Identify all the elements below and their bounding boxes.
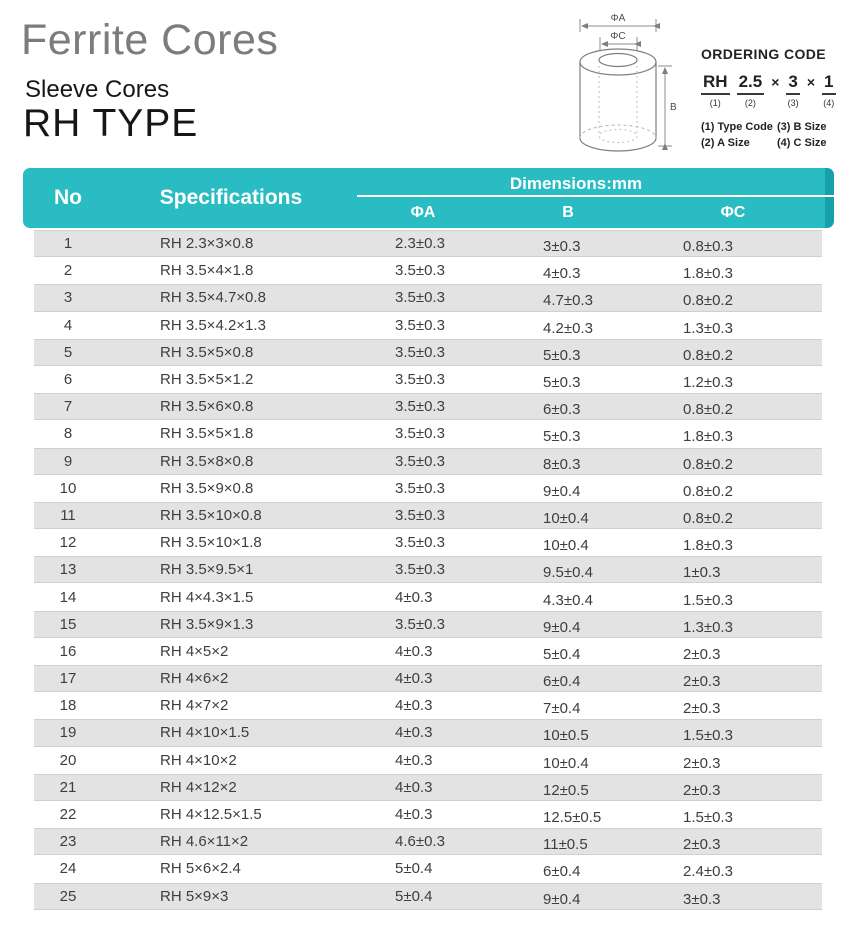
cell-phi-c: 1.3±0.3 <box>683 319 733 337</box>
column-header-b: B <box>562 203 574 221</box>
cell-phi-c: 0.8±0.2 <box>683 482 733 500</box>
table-row <box>34 475 822 502</box>
multiply-sign: × <box>806 74 816 90</box>
cell-b: 5±0.3 <box>543 428 581 446</box>
cell-phi-a: 5±0.4 <box>395 887 433 905</box>
cell-no: 25 <box>59 887 77 905</box>
cell-no: 1 <box>63 235 73 253</box>
cell-phi-a: 2.3±0.3 <box>395 235 445 253</box>
cell-phi-c: 1.8±0.3 <box>683 537 733 555</box>
cell-b: 5±0.4 <box>543 645 581 663</box>
cell-phi-c: 2±0.3 <box>683 754 721 772</box>
cell-spec: RH 3.5×4.2×1.3 <box>160 316 266 334</box>
cell-phi-a: 3.5±0.3 <box>395 398 445 416</box>
cell-b: 12±0.5 <box>543 781 589 799</box>
cell-spec: RH 2.3×3×0.8 <box>160 235 254 253</box>
cell-spec: RH 4×4.3×1.5 <box>160 588 254 606</box>
cell-phi-a: 3.5±0.3 <box>395 316 445 334</box>
cell-phi-a: 4±0.3 <box>395 724 433 742</box>
table-row <box>34 420 822 447</box>
dimensions-title: Dimensions:mm <box>509 174 643 193</box>
legend-item: (3) B Size <box>777 121 827 133</box>
cell-no: 18 <box>59 697 77 715</box>
cell-phi-c: 2±0.3 <box>683 673 721 691</box>
cell-no: 9 <box>63 452 73 470</box>
cell-spec: RH 3.5×9×1.3 <box>160 615 254 633</box>
cell-no: 6 <box>63 371 73 389</box>
cell-b: 3±0.3 <box>543 238 581 256</box>
column-header-phi-c: ΦC <box>720 203 746 221</box>
page-title: Ferrite Cores <box>21 16 279 64</box>
cell-b: 4.2±0.3 <box>543 319 593 337</box>
core-diagram <box>560 10 710 162</box>
cell-b: 5±0.3 <box>543 374 581 392</box>
cell-b: 6±0.4 <box>543 863 581 881</box>
table-row <box>34 883 822 910</box>
table-row <box>34 665 822 692</box>
ordering-code-block <box>701 46 843 149</box>
cell-phi-a: 5±0.4 <box>395 860 433 878</box>
cell-b: 9±0.4 <box>543 482 581 500</box>
cell-phi-c: 2±0.3 <box>683 781 721 799</box>
cell-no: 17 <box>59 670 77 688</box>
table-row <box>34 393 822 420</box>
cell-phi-c: 2.4±0.3 <box>683 863 733 881</box>
cell-spec: RH 3.5×5×0.8 <box>160 343 254 361</box>
table-row <box>34 855 822 882</box>
table-row <box>34 611 822 638</box>
cell-spec: RH 3.5×5×1.2 <box>160 371 254 389</box>
cell-spec: RH 3.5×6×0.8 <box>160 398 254 416</box>
cell-spec: RH 3.5×8×0.8 <box>160 452 254 470</box>
cell-b: 10±0.5 <box>543 727 589 745</box>
cell-b: 12.5±0.5 <box>543 809 602 827</box>
dim-label-b: B <box>670 102 677 113</box>
cell-spec: RH 4.6×11×2 <box>160 833 249 851</box>
cell-phi-a: 4±0.3 <box>395 778 433 796</box>
code-part-c-size: 1 (4) <box>823 72 835 108</box>
table-row <box>34 366 822 393</box>
table-row <box>34 529 822 556</box>
cell-b: 9.5±0.4 <box>543 564 593 582</box>
cell-b: 10±0.4 <box>543 537 589 555</box>
table-row <box>34 230 822 257</box>
cell-spec: RH 3.5×5×1.8 <box>160 425 254 443</box>
cell-phi-c: 0.8±0.2 <box>683 292 733 310</box>
cell-b: 9±0.4 <box>543 890 581 908</box>
cell-no: 11 <box>60 506 76 524</box>
cell-b: 4±0.3 <box>543 265 581 283</box>
column-header-dimensions <box>360 168 840 228</box>
cell-b: 10±0.4 <box>543 509 589 527</box>
cell-phi-c: 0.8±0.2 <box>683 509 733 527</box>
cell-no: 13 <box>59 561 77 579</box>
cell-no: 24 <box>59 860 77 878</box>
cell-phi-c: 0.8±0.2 <box>683 401 733 419</box>
cell-phi-c: 1.8±0.3 <box>683 265 733 283</box>
table-row <box>34 692 822 719</box>
cell-phi-a: 3.5±0.3 <box>395 452 445 470</box>
cell-phi-a: 4±0.3 <box>395 670 433 688</box>
cell-b: 4.7±0.3 <box>543 292 593 310</box>
cell-spec: RH 4×12.5×1.5 <box>160 806 262 824</box>
cell-phi-a: 3.5±0.3 <box>395 561 445 579</box>
cell-b: 10±0.4 <box>543 754 589 772</box>
cell-phi-c: 2±0.3 <box>683 645 721 663</box>
ordering-code-legend <box>701 121 843 149</box>
cell-phi-c: 0.8±0.2 <box>683 346 733 364</box>
column-header-no: No <box>54 186 82 209</box>
cell-no: 2 <box>63 262 73 280</box>
table-row <box>34 284 822 311</box>
cell-phi-a: 4.6±0.3 <box>395 833 445 851</box>
cell-spec: RH 3.5×10×0.8 <box>160 506 262 524</box>
table-row <box>34 801 822 828</box>
sleeve-core-drawing <box>560 10 710 162</box>
cell-spec: RH 4×5×2 <box>160 642 229 660</box>
table-row <box>34 774 822 801</box>
cell-phi-c: 3±0.3 <box>683 890 721 908</box>
type-label: RH TYPE <box>23 102 199 145</box>
cell-no: 3 <box>63 289 73 307</box>
table-row <box>34 312 822 339</box>
cell-spec: RH 5×9×3 <box>160 887 229 905</box>
cell-no: 8 <box>63 425 73 443</box>
cell-b: 6±0.4 <box>543 673 581 691</box>
cell-no: 10 <box>59 479 77 497</box>
cell-phi-a: 4±0.3 <box>395 806 433 824</box>
cell-phi-a: 3.5±0.3 <box>395 371 445 389</box>
cell-b: 7±0.4 <box>543 700 581 718</box>
cell-phi-c: 1.5±0.3 <box>683 727 733 745</box>
cell-phi-c: 1.5±0.3 <box>683 591 733 609</box>
table-row <box>34 719 822 746</box>
ordering-code-example <box>701 72 843 108</box>
column-header-spec: Specifications <box>159 186 303 209</box>
code-part-a-size: 2.5 (2) <box>738 72 763 108</box>
cell-phi-a: 4±0.3 <box>395 751 433 769</box>
table-row <box>34 502 822 529</box>
table-row <box>34 448 822 475</box>
cell-no: 19 <box>59 724 77 742</box>
cell-b: 8±0.3 <box>543 455 581 473</box>
cell-phi-c: 2±0.3 <box>683 836 721 854</box>
table-row <box>34 747 822 774</box>
cell-spec: RH 4×7×2 <box>160 697 229 715</box>
cell-no: 12 <box>59 534 77 552</box>
cell-no: 23 <box>59 833 77 851</box>
cell-phi-c: 1.3±0.3 <box>683 618 733 636</box>
cell-phi-c: 1.2±0.3 <box>683 374 733 392</box>
cell-phi-c: 1±0.3 <box>683 564 721 582</box>
cell-b: 11±0.5 <box>543 836 588 854</box>
cell-b: 9±0.4 <box>543 618 581 636</box>
cell-spec: RH 4×10×1.5 <box>160 724 250 742</box>
cell-spec: RH 3.5×4×1.8 <box>160 262 254 280</box>
cell-spec: RH 5×6×2.4 <box>160 860 241 878</box>
cell-no: 22 <box>59 806 77 824</box>
table-row <box>34 638 822 665</box>
code-part-b-size: 3 (3) <box>787 72 799 108</box>
cell-phi-c: 0.8±0.2 <box>683 455 733 473</box>
cell-phi-a: 3.5±0.3 <box>395 479 445 497</box>
cell-b: 6±0.3 <box>543 401 581 419</box>
cell-no: 21 <box>59 778 77 796</box>
cell-no: 15 <box>59 615 77 633</box>
cell-spec: RH 4×12×2 <box>160 778 237 796</box>
page-subtitle: Sleeve Cores <box>25 76 170 103</box>
cell-phi-a: 4±0.3 <box>395 588 433 606</box>
table-row <box>34 556 822 583</box>
cell-no: 20 <box>59 751 77 769</box>
cell-phi-a: 3.5±0.3 <box>395 262 445 280</box>
cell-phi-a: 3.5±0.3 <box>395 534 445 552</box>
dim-label-phi-c: ΦC <box>610 31 626 42</box>
cell-phi-c: 1.8±0.3 <box>683 428 733 446</box>
code-part-type: RH (1) <box>703 72 728 108</box>
multiply-sign: × <box>771 74 780 90</box>
cell-b: 4.3±0.4 <box>543 591 593 609</box>
cell-spec: RH 4×6×2 <box>160 670 229 688</box>
cell-phi-c: 1.5±0.3 <box>683 809 733 827</box>
cell-no: 4 <box>63 316 73 334</box>
legend-item: (1) Type Code <box>701 121 773 133</box>
cell-no: 7 <box>63 398 73 416</box>
table-header <box>23 168 834 228</box>
cell-spec: RH 3.5×9.5×1 <box>160 561 254 579</box>
cell-no: 5 <box>63 343 73 361</box>
cell-spec: RH 3.5×10×1.8 <box>160 534 262 552</box>
cell-spec: RH 3.5×9×0.8 <box>160 479 254 497</box>
column-header-phi-a: ΦA <box>410 203 436 221</box>
cell-no: 14 <box>59 588 77 606</box>
cell-phi-a: 4±0.3 <box>395 697 433 715</box>
table-row <box>34 257 822 284</box>
cell-spec: RH 4×10×2 <box>160 751 237 769</box>
cell-phi-c: 0.8±0.3 <box>683 238 733 256</box>
table-row <box>34 583 822 610</box>
table-body <box>34 230 822 910</box>
ordering-code-title: ORDERING CODE <box>701 46 826 62</box>
cell-phi-a: 3.5±0.3 <box>395 289 445 307</box>
cell-phi-a: 3.5±0.3 <box>395 425 445 443</box>
table-row <box>34 828 822 855</box>
cell-spec: RH 3.5×4.7×0.8 <box>160 289 266 307</box>
cell-b: 5±0.3 <box>543 346 581 364</box>
cell-phi-a: 3.5±0.3 <box>395 343 445 361</box>
cell-phi-a: 3.5±0.3 <box>395 615 445 633</box>
cell-no: 16 <box>59 642 77 660</box>
cell-phi-a: 3.5±0.3 <box>395 506 445 524</box>
cell-phi-a: 4±0.3 <box>395 642 433 660</box>
cell-phi-c: 2±0.3 <box>683 700 721 718</box>
dim-label-phi-a: ΦA <box>610 13 626 24</box>
legend-item: (2) A Size <box>701 137 750 149</box>
legend-item: (4) C Size <box>777 137 827 149</box>
table-row <box>34 339 822 366</box>
